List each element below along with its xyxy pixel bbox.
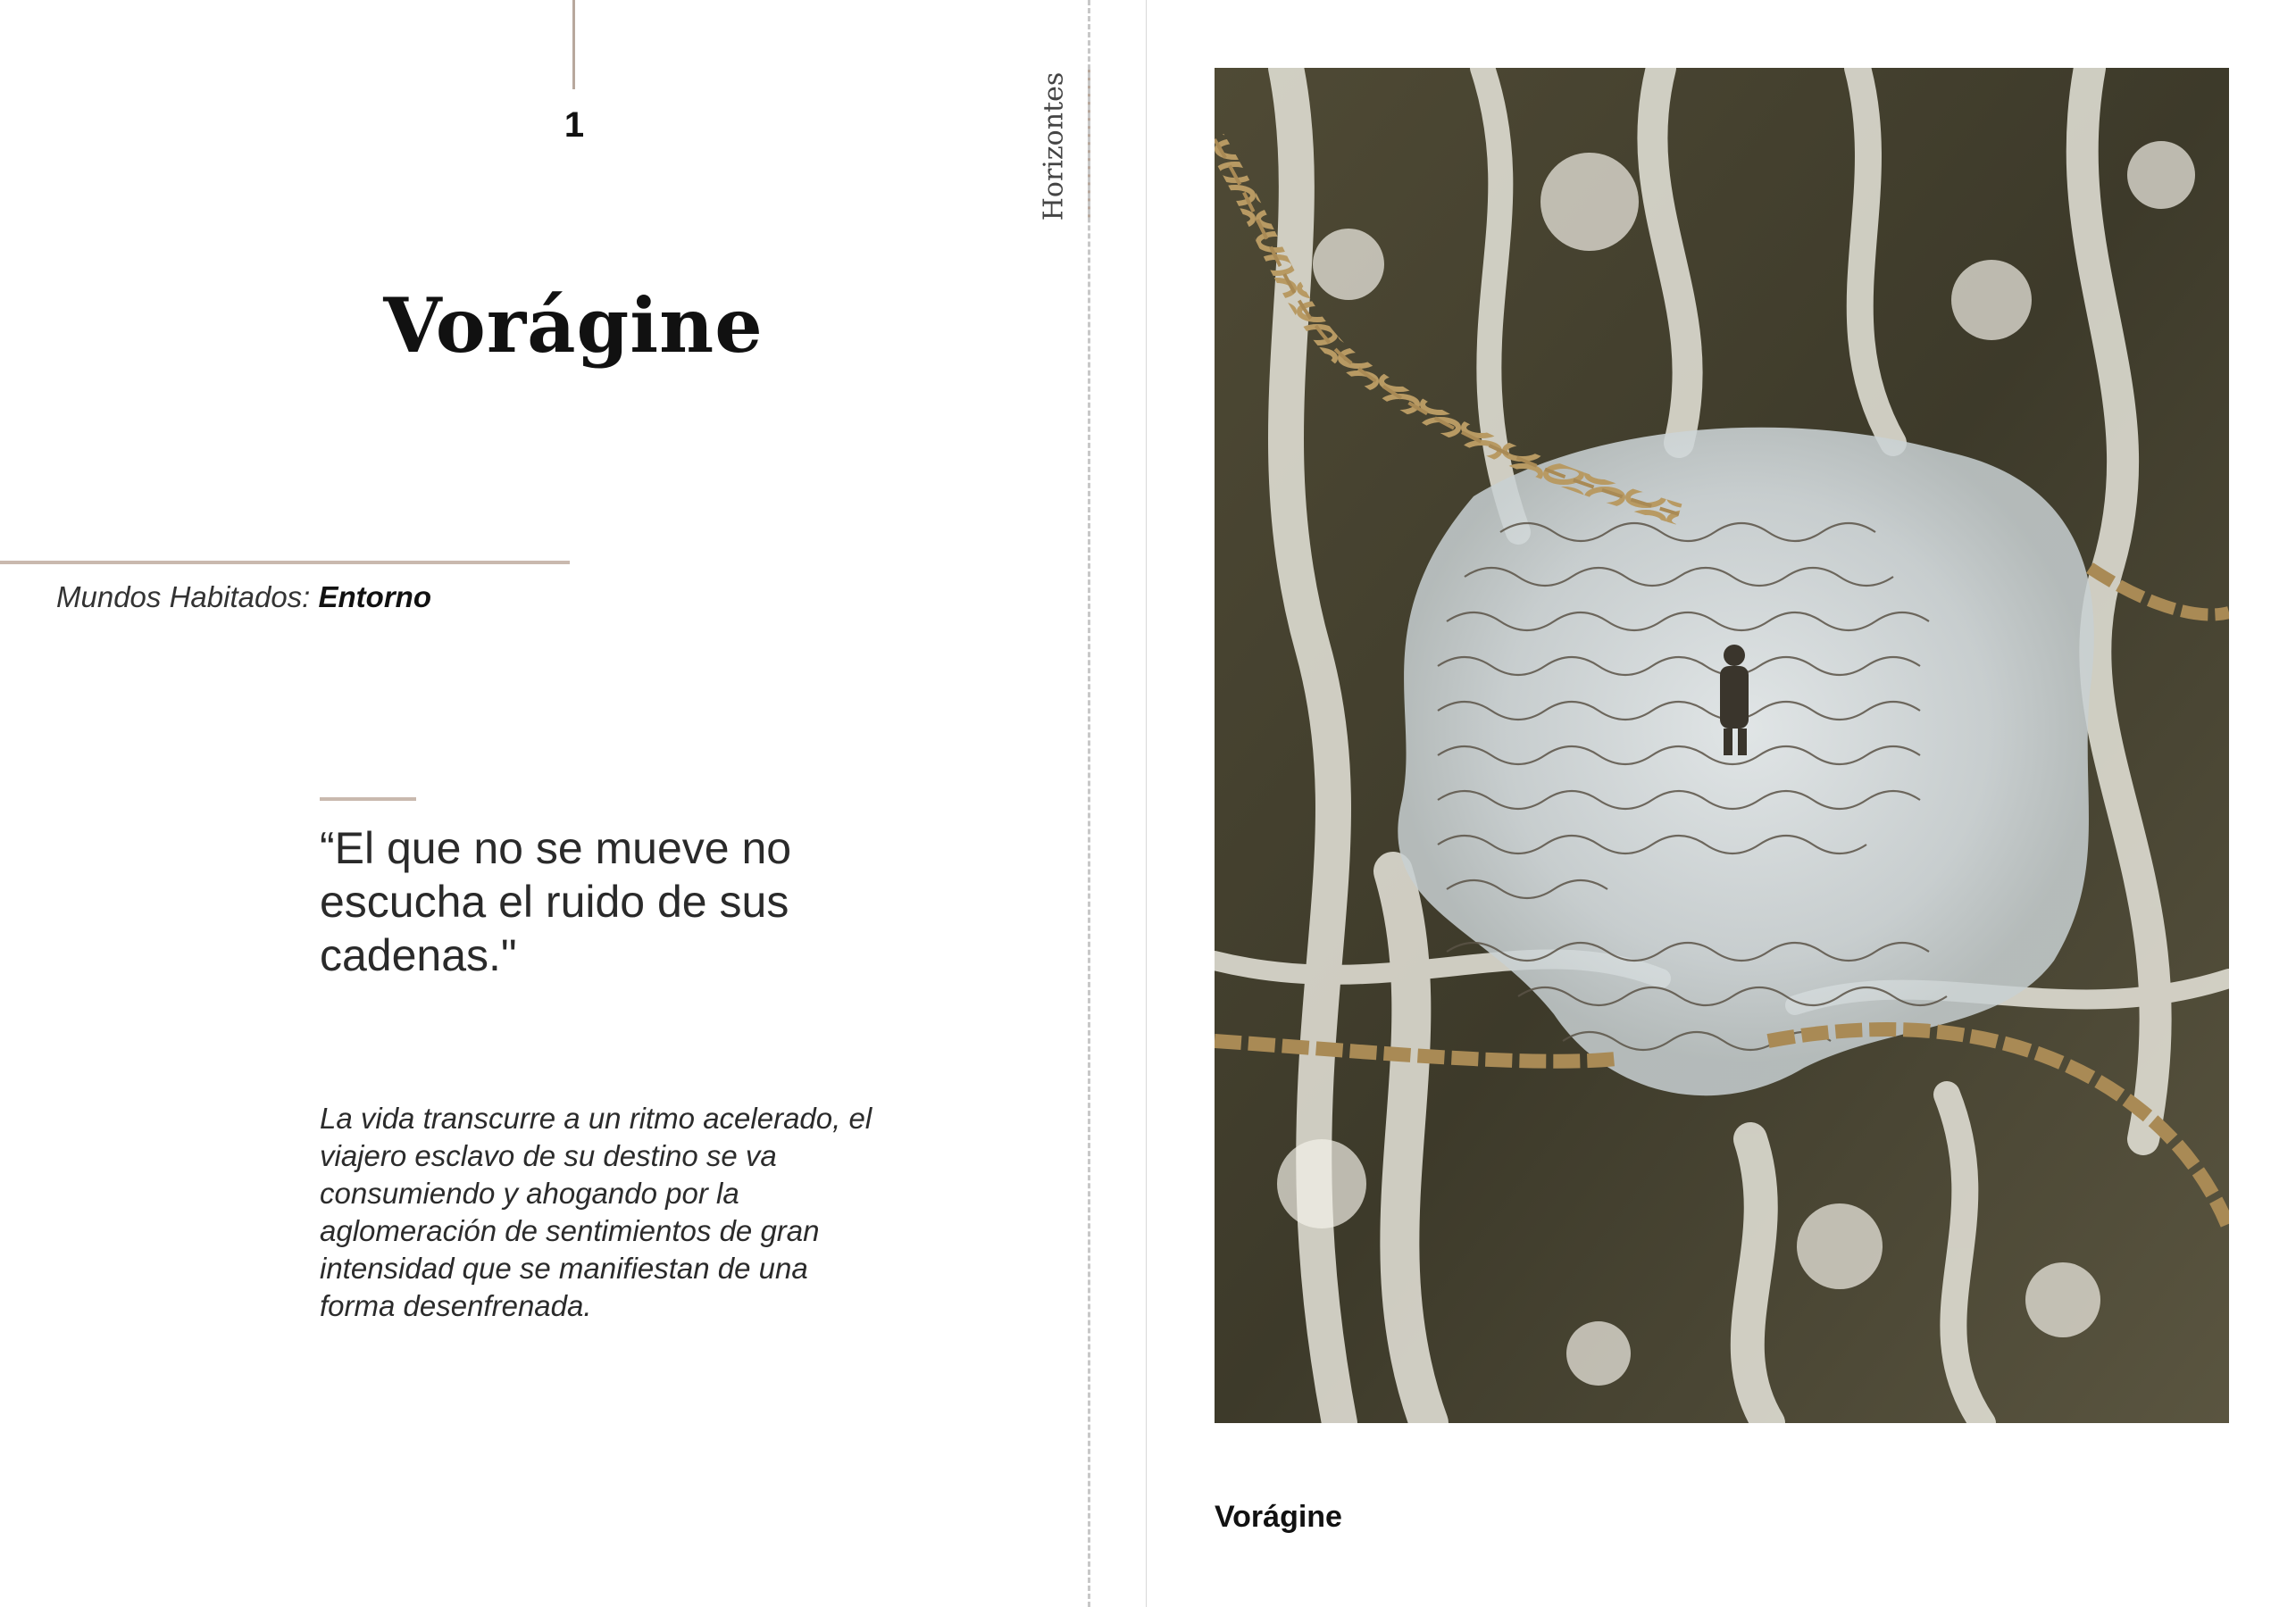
top-divider — [572, 0, 575, 89]
fold-line — [1088, 0, 1090, 1607]
quote-divider — [320, 797, 416, 801]
image-caption: Vorágine — [1215, 1500, 1342, 1534]
section-label-value: Entorno — [318, 580, 431, 613]
section-label — [56, 580, 431, 614]
page-number: 1 — [564, 105, 585, 145]
left-page — [0, 0, 1147, 1607]
section-divider — [0, 561, 570, 564]
collage-image-icon — [1215, 68, 2229, 1423]
pull-quote: “El que no se mueve no escucha el ruido de sus cadenas." — [320, 823, 792, 980]
body-paragraph: La vida transcurre a un ritmo acelerado, el viajero esclavo de su destino se va consumiendo y ahogando por la aglomeración de sentimientos de gran intensidad que se manifiestan de una forma desenfrenada. — [320, 1102, 872, 1322]
running-head — [1027, 71, 1081, 221]
section-label-prefix: Mundos Habitados: — [56, 580, 319, 613]
running-head-label: Horizontes — [1038, 71, 1070, 221]
right-page — [1148, 0, 2296, 1607]
page-title: Vorágine — [383, 281, 764, 370]
